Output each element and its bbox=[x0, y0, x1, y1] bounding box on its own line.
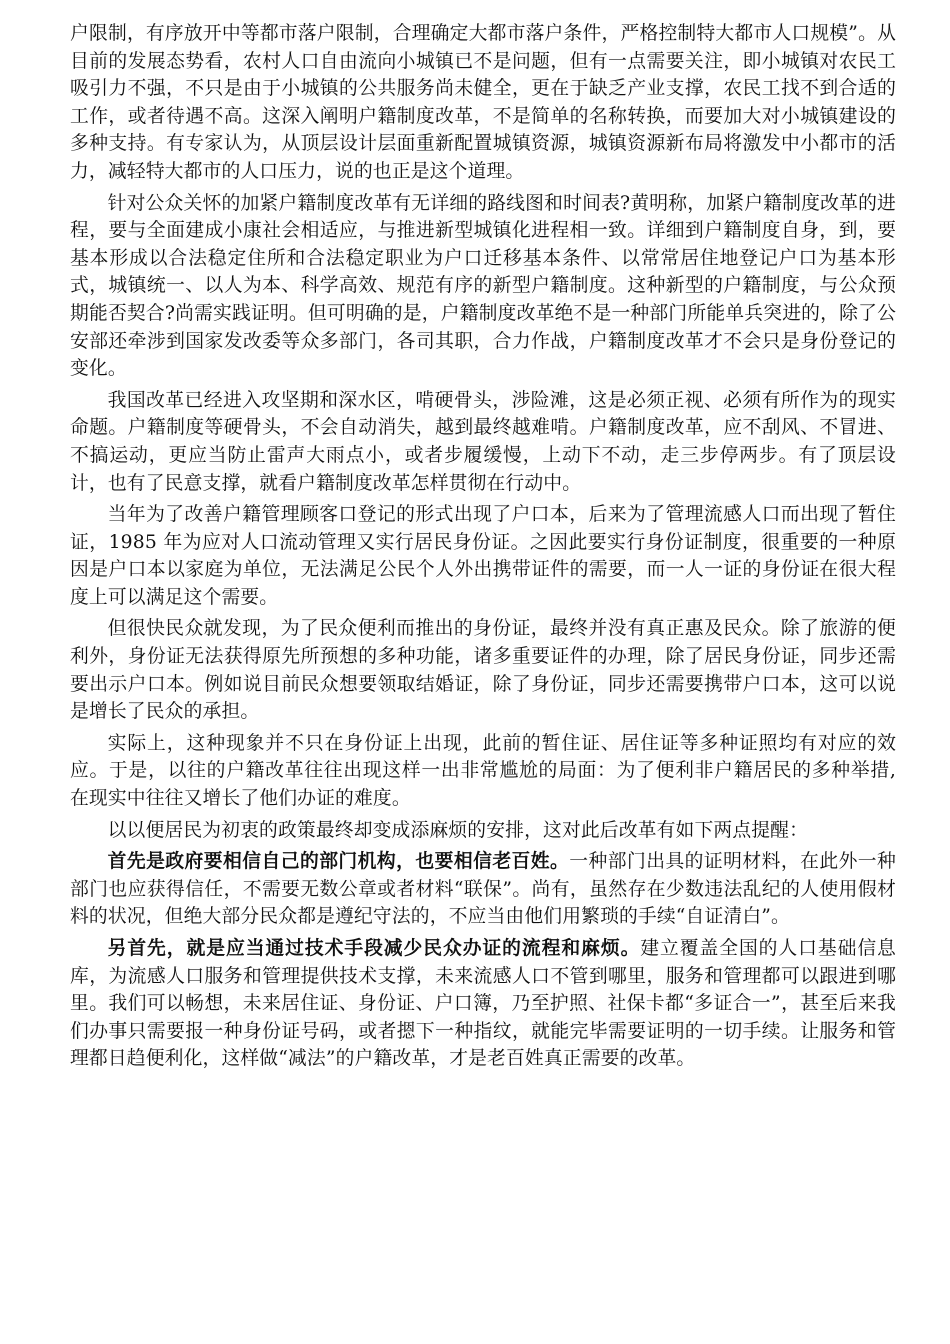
paragraph-1 bbox=[70, 20, 896, 186]
paragraph-7-text: 以以便居民为初衷的政策最终却变成添麻烦的安排，这对此后改革有如下两点提醒： bbox=[107, 819, 809, 841]
paragraph-6 bbox=[70, 730, 896, 813]
paragraph-5-text: 但很快民众就发现，为了民众便利而推出的身份证，最终并没有真正惠及民众。除了旅游的便利外，身份证无法获得原先所预想的多种功能，诸多重要证件的办理，除了居民身份证，同步还需要出示户口本。例如说目前民众想要领取结婚证，除了身份证，同步还需要携带户口本，这可以说是增长了民众的承担。 bbox=[70, 618, 896, 723]
paragraph-6-text: 实际上，这种现象并不只在身份证上出现，此前的暂住证、居住证等多种证照均有对应的效应。于是，以往的户籍改革往往出现这样一出非常尴尬的局面：为了便利非户籍居民的多种举措, 在现实中往往又增长了他们办证的难度。 bbox=[70, 732, 896, 810]
paragraph-8 bbox=[70, 848, 896, 931]
paragraph-9-bold-lead: 另首先，就是应当通过技术手段减少民众办证的流程和麻烦。 bbox=[107, 937, 641, 959]
paragraph-3-text: 我国改革已经进入攻坚期和深水区，啃硬骨头，涉险滩，这是必须正视、必须有所作为的现实命题。户籍制度等硬骨头，不会自动消失，越到最终越难啃。户籍制度改革，应不刮风、不冒进、不搞运动，更应当防止雷声大雨点小，或者步履缓慢，上动下不动，走三步停两步。有了顶层设计，也有了民意支撑，就看户籍制度改革怎样贯彻在行动中。 bbox=[70, 389, 896, 494]
paragraph-5 bbox=[70, 615, 896, 725]
paragraph-2 bbox=[70, 190, 896, 383]
paragraph-8-text: 一种部门出具的证明材料，在此外一种部门也应获得信任，不需要无数公章或者材料“联保”。尚有，虽然存在少数违法乱纪的人使用假材料的状况，但绝大部分民众都是遵纪守法的，不应当由他们用繁琐的手续“自证清白”。 bbox=[70, 851, 896, 928]
paragraph-2-text: 针对公众关怀的加紧户籍制度改革有无详细的路线图和时间表?黄明称，加紧户籍制度改革的进程，要与全面建成小康社会相适应，与推进新型城镇化进程相一致。详细到户籍制度自身，到，要基本形成以合法稳定住所和合法稳定职业为户口迁移基本条件、以常常居住地登记户口为基本形式，城镇统一、以人为本、科学高效、规范有序的新型户籍制度。这种新型的户籍制度，与公众预期能否契合?尚需实践证明。但可明确的是，户籍制度改革绝不是一种部门所能单兵突进的，除了公安部还牵涉到国家发改委等众多部门，各司其职，合力作战，户籍制度改革才不会只是身份登记的变化。 bbox=[70, 192, 896, 380]
paragraph-8-bold-lead: 首先是政府要相信自己的部门机构，也要相信老百姓。 bbox=[107, 850, 570, 873]
paragraph-9-text: 建立覆盖全国的人口基础信息库，为流感人口服务和管理提供技术支撑，未来流感人口不管到哪里，服务和管理都可以跟进到哪里。我们可以畅想，未来居住证、身份证、户口簿，乃至护照、社保卡都“多证合一”，甚至后来我们办事只需要报一种身份证号码，或者摁下一种指纹，就能完毕需要证明的一切手续。让服务和管理都日趋便利化，这样做“减法”的户籍改革，才是老百姓真正需要的改革。 bbox=[70, 938, 896, 1070]
paragraph-9 bbox=[70, 935, 896, 1073]
paragraph-4 bbox=[70, 501, 896, 611]
paragraph-1-text: 户限制，有序放开中等都市落户限制，合理确定大都市落户条件，严格控制特大都市人口规模”。从目前的发展态势看，农村人口自由流向小城镇已不是问题，但有一点需要关注，即小城镇对农民工吸引力不强，不只是由于小城镇的公共服务尚未健全，更在于缺乏产业支撑，农民工找不到合适的工作，或者待遇不高。这深入阐明户籍制度改革，不是简单的名称转换，而要加大对小城镇建设的多种支持。有专家认为，从顶层设计层面重新配置城镇资源，城镇资源新布局将激发中小都市的活力，减轻特大都市的人口压力，说的也正是这个道理。 bbox=[70, 23, 896, 182]
paragraph-7 bbox=[70, 817, 896, 845]
paragraph-4-text: 当年为了改善户籍管理顾客口登记的形式出现了户口本，后来为了管理流感人口而出现了暂住证，1985 年为应对人口流动管理又实行居民身份证。之因此要实行身份证制度，很重要的一种原因是户口本以家庭为单位，无法满足公民个人外出携带证件的需要，而一人一证的身份证在很大程度上可以满足这个需要。 bbox=[70, 504, 896, 608]
paragraph-3 bbox=[70, 387, 896, 497]
document-page bbox=[70, 20, 896, 1073]
